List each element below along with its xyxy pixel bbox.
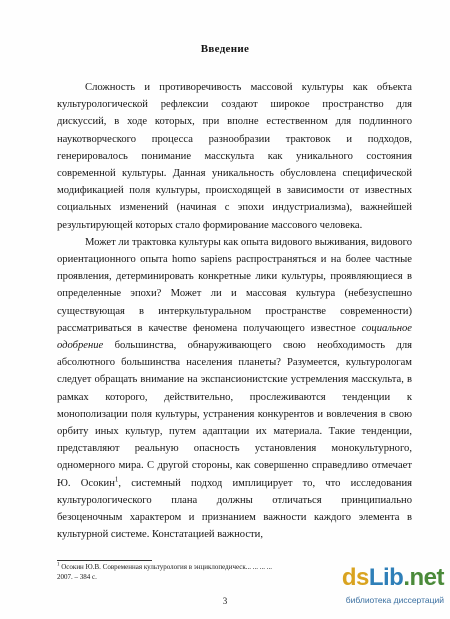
watermark-logo: dsLib.net <box>341 564 444 591</box>
paragraph <box>57 79 412 234</box>
dslib-watermark <box>332 562 444 614</box>
footnote-line-1: Осокин Ю.В. Современная культурология в энциклопедическ... ... ... ... <box>59 563 273 571</box>
body-text <box>57 79 412 543</box>
watermark-subtitle: библиотека диссертаций <box>345 595 444 605</box>
page-number: 3 <box>222 596 228 606</box>
footnote-reference: 1 <box>114 475 119 484</box>
footnote-divider <box>57 560 152 561</box>
paragraph <box>57 234 412 544</box>
italic-text: социальное одобрение <box>57 322 412 352</box>
page-title: Введение <box>200 43 250 55</box>
footnote-marker: 1 <box>57 562 60 568</box>
footnote <box>57 563 357 582</box>
text-run: большинства, обнаруживающего свою необходимость для абсолютного большинства населения планеты? Разумеется, культурологам следует обращать внимание на экспансионистские устремления масскульта, в рамках которого, действительно, прослеживаются тенденции к монополизации поля культуры, устранения конкурентов и вовлечения в свою орбиту иных культур, путем адаптации их материала. Такие тенденции, представляют реальную опасность установления монокультурного, одномерного мира. С другой стороны, как совершенно справедливо отмечает Ю. Осокин <box>57 340 412 489</box>
text-run: Может ли трактовка культуры как опыта видового выживания, видового ориентационного опыта homo sapiens распространяться и на более частные проявления, детерминировать конкретные лики культуры, проявляющиеся в определенные эпохи? Может ли и массовая культура (небезуспешно существующая в интеркультуральном пространстве современности) рассматриваться в качестве феномена получающего известное <box>57 236 412 334</box>
text-run: , системный подход имплицирует то, что исследования культурологического плана должны отличаться принципиально безоценочным характером и признанием важности каждого элемента в культурной системе. Констатацией важности, <box>57 477 412 541</box>
text-run: Сложность и противоречивость массовой культуры как объекта культурологической рефлексии создают широкое пространство для дискуссий, в ходе которых, при вполне естественном для подлинного наукотворческого процесса разнообразии трактовок и подходов, генерировалось понимание масскульта как уникального состояния современной культуры. Данная уникальность обусловлена специфической модификацией поля культуры, происходящей в зависимости от известных социальных изменений (начиная с эпохи индустриализма), важнейшей результирующей которых стало формирование массового человека. <box>57 82 412 231</box>
footnote-line-2: 2007. – 384 с. <box>57 572 97 581</box>
